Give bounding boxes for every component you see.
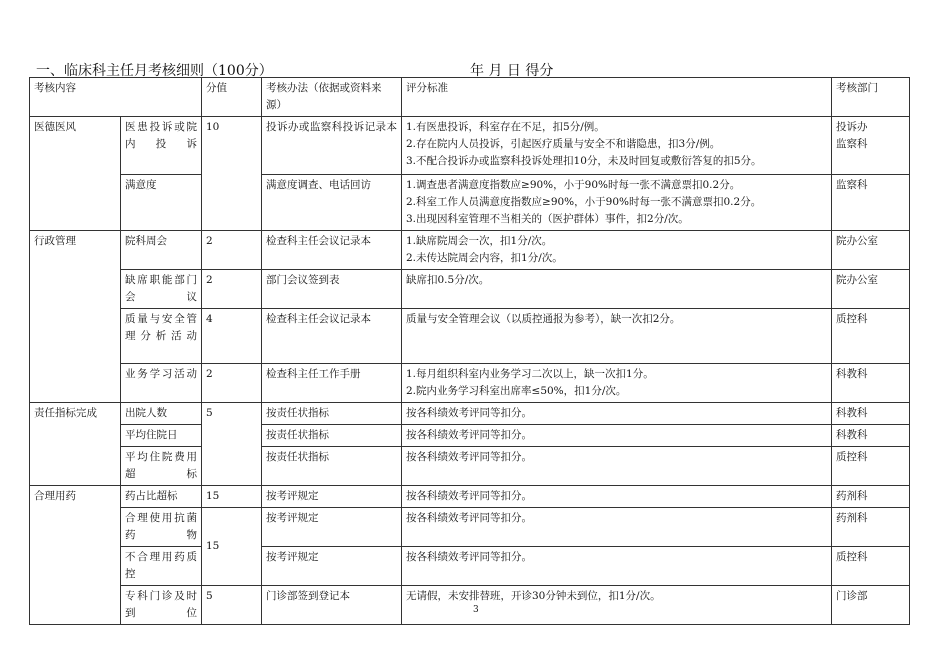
table-row [30, 231, 910, 270]
item-standard: 1.调查患者满意度指数应≥90%，小于90%时每一张不满意票扣0.2分。 2.科室工作人员满意度指数应≥90%，小于90%时每一张不满意票扣0.2分。 3.出现因科室管理不当相关的（医护群体）事件，扣2分/次。 [402, 175, 832, 231]
table-row [30, 403, 910, 425]
item-standard: 1.有医患投诉，科室存在不足，扣5分/例。 2.存在院内人员投诉，引起医疗质量与安全不和谐隐患，扣3分/例。 3.不配合投诉办或监察科投诉处理扣10分，未及时回复或敷衍答复的扣5分。 [402, 117, 832, 175]
category-ethics: 医德医风 [30, 117, 121, 231]
table-row [30, 586, 910, 625]
item-name: 医患投诉或院内投诉 [121, 117, 202, 175]
item-standard: 1.每月组织科室内业务学习二次以上，缺一次扣1分。 2.院内业务学习科室出席率≤50%，扣1分/次。 [402, 364, 832, 403]
page-number: 3 [473, 605, 479, 615]
item-method: 检查科主任工作手册 [262, 364, 402, 403]
item-method: 按考评规定 [262, 547, 402, 586]
item-name: 合理使用抗菌药物 [121, 508, 202, 547]
item-score: 5 [202, 586, 262, 625]
header-row [30, 78, 910, 117]
item-dept: 科教科 [832, 364, 910, 403]
item-method: 按考评规定 [262, 508, 402, 547]
item-name: 业务学习活动 [121, 364, 202, 403]
table-row [30, 547, 910, 586]
item-score: 15 [202, 486, 262, 508]
table-row [30, 508, 910, 547]
item-dept: 投诉办 监察科 [832, 117, 910, 175]
table-row [30, 364, 910, 403]
table-row [30, 270, 910, 309]
item-method: 按责任状指标 [262, 447, 402, 486]
item-name: 专科门诊及时到位 [121, 586, 202, 625]
item-dept: 监察科 [832, 175, 910, 231]
item-name: 出院人数 [121, 403, 202, 425]
item-standard: 质量与安全管理会议（以质控通报为参考），缺一次扣2分。 [402, 309, 832, 364]
header-standard: 评分标准 [402, 78, 832, 117]
item-dept: 科教科 [832, 425, 910, 447]
item-method: 按责任状指标 [262, 425, 402, 447]
item-name: 满意度 [121, 175, 202, 231]
item-dept: 院办公室 [832, 231, 910, 270]
item-dept: 门诊部 [832, 586, 910, 625]
item-score: 2 [202, 364, 262, 403]
item-score: 4 [202, 309, 262, 364]
item-name: 缺席职能部门会议 [121, 270, 202, 309]
category-responsibility: 责任指标完成 [30, 403, 121, 486]
item-method: 按责任状指标 [262, 403, 402, 425]
item-method: 检查科主任会议记录本 [262, 309, 402, 364]
item-standard: 缺席扣0.5分/次。 [402, 270, 832, 309]
item-method: 部门会议签到表 [262, 270, 402, 309]
item-standard: 按各科绩效考评同等扣分。 [402, 547, 832, 586]
table-row [30, 117, 910, 175]
category-drugs: 合理用药 [30, 486, 121, 625]
item-standard: 按各科绩效考评同等扣分。 [402, 447, 832, 486]
header-method: 考核办法（依据或资料来源） [262, 78, 402, 117]
table-row [30, 486, 910, 508]
item-score: 5 [202, 403, 262, 486]
item-dept: 药剂科 [832, 486, 910, 508]
item-score: 2 [202, 270, 262, 309]
item-name: 院科周会 [121, 231, 202, 270]
table-row [30, 175, 910, 231]
item-standard: 按各科绩效考评同等扣分。 [402, 425, 832, 447]
table-row [30, 309, 910, 364]
item-method: 按考评规定 [262, 486, 402, 508]
item-dept: 质控科 [832, 547, 910, 586]
item-standard: 按各科绩效考评同等扣分。 [402, 508, 832, 547]
item-method: 满意度调查、电话回访 [262, 175, 402, 231]
item-dept: 质控科 [832, 309, 910, 364]
item-standard: 按各科绩效考评同等扣分。 [402, 403, 832, 425]
date-score-line: 年 月 日 得分 [470, 63, 554, 79]
header-score: 分值 [202, 78, 262, 117]
item-score: 2 [202, 231, 262, 270]
category-admin: 行政管理 [30, 231, 121, 403]
item-method: 投诉办或监察科投诉记录本 [262, 117, 402, 175]
document-title: 一、临床科主任月考核细则（100分） [36, 63, 273, 79]
item-dept: 质控科 [832, 447, 910, 486]
table-row [30, 425, 910, 447]
item-name: 质量与安全管理分析活动 [121, 309, 202, 364]
item-dept: 药剂科 [832, 508, 910, 547]
header-dept: 考核部门 [832, 78, 910, 117]
header-content: 考核内容 [30, 78, 202, 117]
item-standard: 无请假，未安排替班，开诊30分钟未到位，扣1分/次。 [402, 586, 832, 625]
item-dept: 科教科 [832, 403, 910, 425]
item-standard: 按各科绩效考评同等扣分。 [402, 486, 832, 508]
table-row [30, 447, 910, 486]
assessment-table [29, 77, 910, 625]
item-score: 10 [202, 117, 262, 231]
item-score: 15 [202, 508, 262, 586]
item-name: 药占比超标 [121, 486, 202, 508]
item-method: 检查科主任会议记录本 [262, 231, 402, 270]
item-name: 平均住院日 [121, 425, 202, 447]
item-dept: 院办公室 [832, 270, 910, 309]
item-name: 不合理用药质控 [121, 547, 202, 586]
item-name: 平均住院费用超标 [121, 447, 202, 486]
item-method: 门诊部签到登记本 [262, 586, 402, 625]
item-standard: 1.缺席院周会一次，扣1分/次。 2.未传达院周会内容，扣1分/次。 [402, 231, 832, 270]
